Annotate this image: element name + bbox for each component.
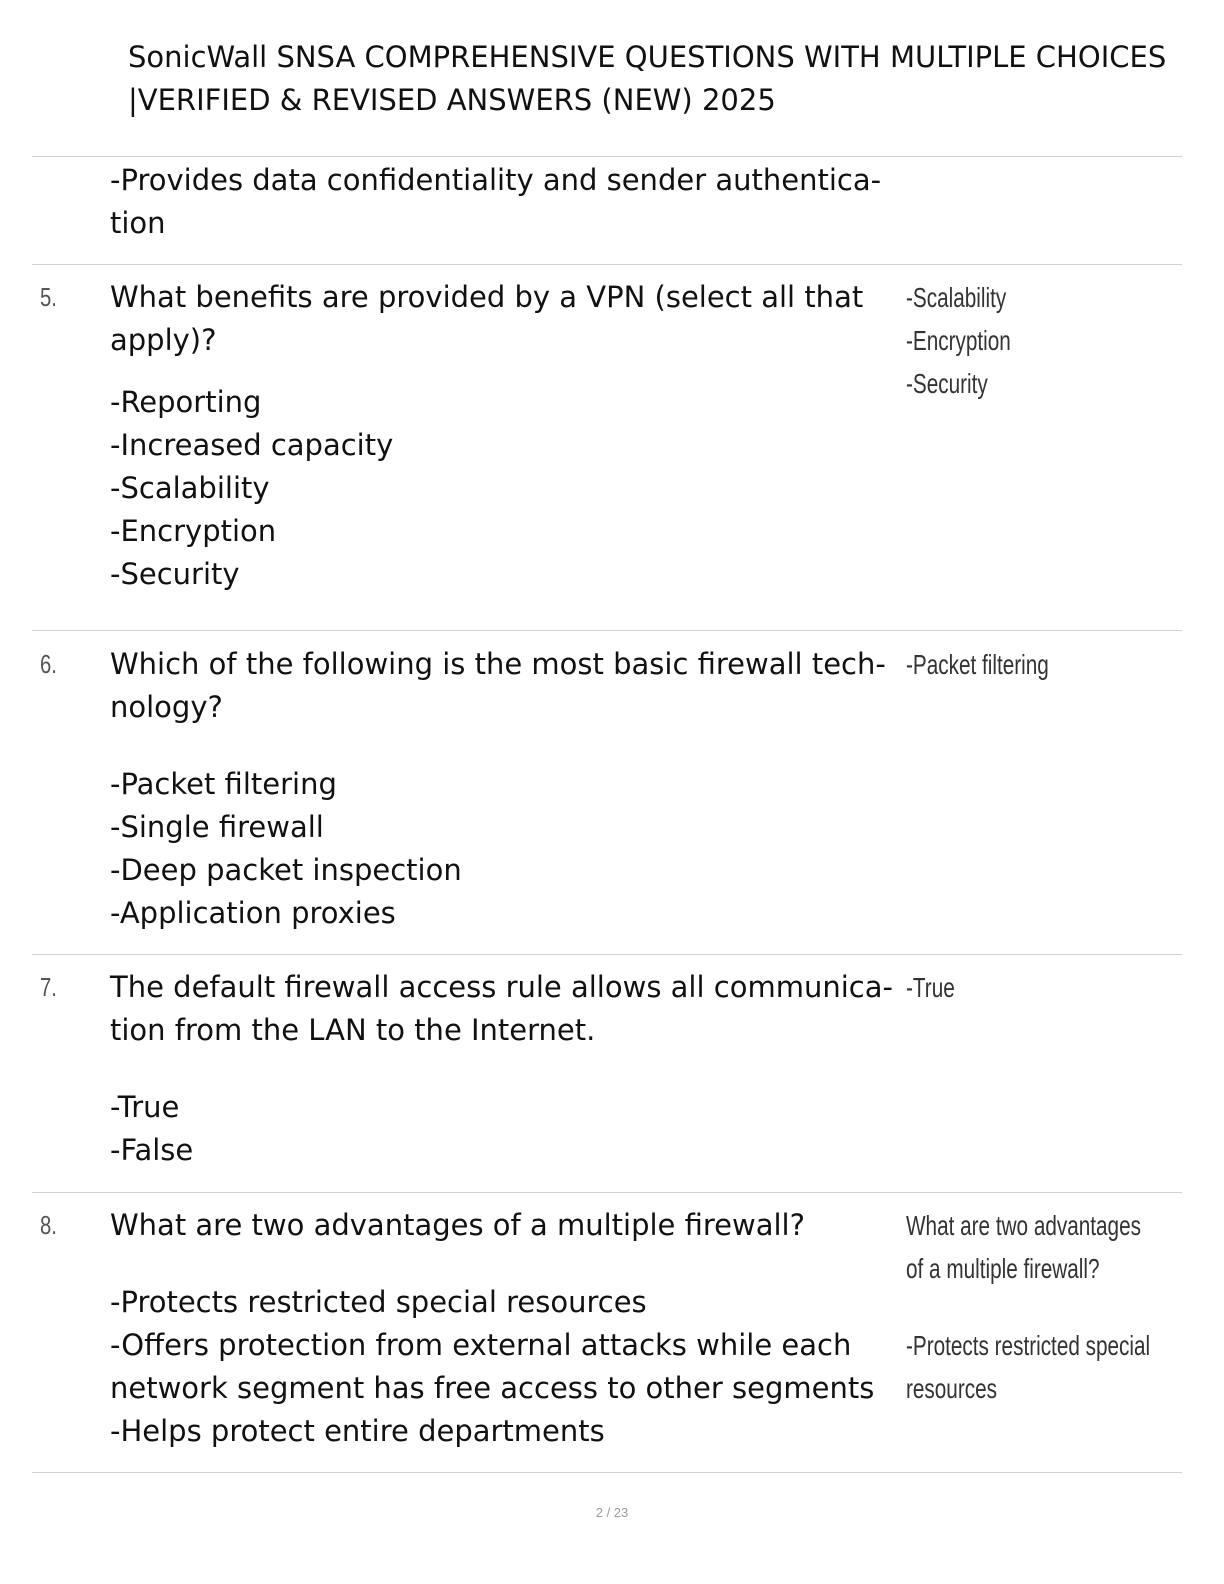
answer-column	[906, 966, 1206, 1009]
option-item: -Protects restricted special resources	[110, 1285, 647, 1319]
option-item: -Single firewall	[110, 810, 324, 844]
option-item: network segment has free access to other segments	[110, 1371, 875, 1405]
divider	[32, 264, 1182, 265]
option-list	[110, 381, 900, 596]
question-number: 8.	[40, 1210, 57, 1240]
question-number: 5.	[40, 282, 57, 312]
option-list	[110, 1281, 900, 1453]
answer-line: of a multiple firewall?	[906, 1253, 1100, 1284]
option-item: -Application proxies	[110, 896, 396, 930]
answer-column	[906, 643, 1206, 686]
answer-line: -Scalability	[906, 282, 1007, 313]
option-item: -Offers protection from external attacks while each	[110, 1328, 852, 1362]
answer-line: -Packet filtering	[906, 649, 1049, 680]
divider	[32, 1472, 1182, 1473]
divider	[32, 954, 1182, 955]
divider	[32, 156, 1182, 157]
option-item: -Packet filtering	[110, 767, 337, 801]
option-item: -Encryption	[110, 514, 277, 548]
option-item: -Increased capacity	[110, 428, 394, 462]
option-list	[110, 763, 900, 935]
question-body	[110, 276, 900, 596]
option-list	[110, 1086, 900, 1172]
continuation-text	[110, 159, 900, 245]
answer-column	[906, 1204, 1206, 1410]
question-text-line: tion from the LAN to the Internet.	[110, 1013, 596, 1047]
question-text-line: What benefits are provided by a VPN (select all that	[110, 280, 864, 314]
question-body	[110, 643, 900, 935]
option-item: -Security	[110, 557, 240, 591]
answer-spacer	[906, 1290, 1128, 1324]
continuation-line: -Provides data confidentiality and sender authentica-	[110, 163, 882, 197]
option-item: -Deep packet inspection	[110, 853, 462, 887]
option-item: -Scalability	[110, 471, 270, 505]
page-number: 2 / 23	[595, 1505, 629, 1520]
answer-line: -Encryption	[906, 325, 1011, 356]
answer-line: -Protects restricted special	[906, 1330, 1151, 1361]
document-header	[128, 36, 1218, 122]
question-text-line: What are two advantages of a multiple firewall?	[110, 1208, 805, 1242]
document-title-line-1: SonicWall SNSA COMPREHENSIVE QUESTIONS WITH MULTIPLE CHOICES	[128, 40, 1167, 74]
answer-line: resources	[906, 1373, 997, 1404]
divider	[32, 1192, 1182, 1193]
answer-line: What are two advantages	[906, 1210, 1141, 1241]
option-item: -Reporting	[110, 385, 262, 419]
option-item: -True	[110, 1090, 180, 1124]
question-body	[110, 1204, 900, 1453]
question-text-line: Which of the following is the most basic firewall tech-	[110, 647, 886, 681]
question-text-line: The default firewall access rule allows all communica-	[110, 970, 893, 1004]
option-item: -False	[110, 1133, 194, 1167]
question-text-line: apply)?	[110, 323, 217, 357]
answer-line: -Security	[906, 368, 988, 399]
document-title-line-2: |VERIFIED & REVISED ANSWERS (NEW) 2025	[128, 83, 776, 117]
continuation-line: tion	[110, 206, 166, 240]
divider	[32, 630, 1182, 631]
question-number: 6.	[40, 649, 57, 679]
answer-column	[906, 276, 1206, 405]
question-text-line: nology?	[110, 690, 223, 724]
question-body	[110, 966, 900, 1172]
question-number: 7.	[40, 972, 57, 1002]
answer-line: -True	[906, 972, 955, 1003]
option-item: -Helps protect entire departments	[110, 1414, 605, 1448]
